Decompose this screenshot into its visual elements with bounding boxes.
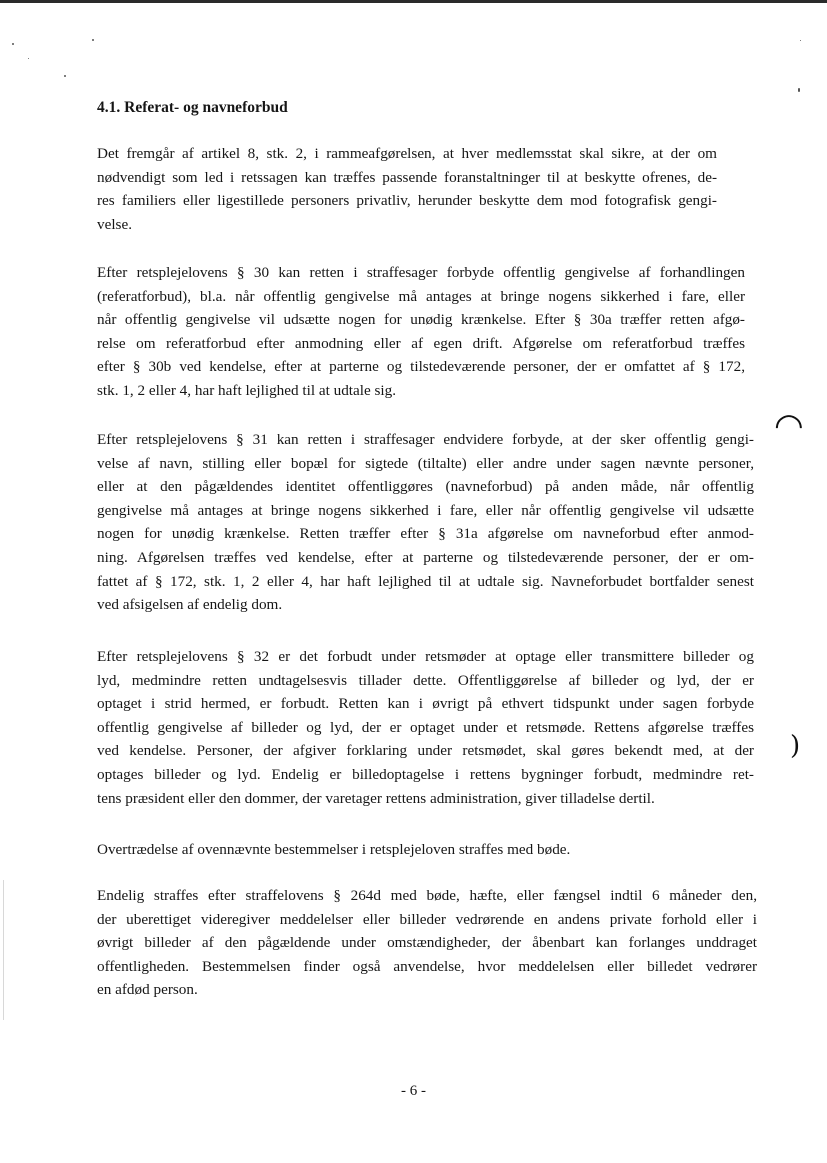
text-line: optaget i strid hermed, er forbudt. Retten kan i øvrigt på ethvert tidspunkt under sagen forbyde [97, 695, 754, 713]
text-line: gengivelse må antages at bringe nogens sikkerhed i fare, eller når offentlig gengivelse vil udsætte [97, 501, 754, 519]
text-line: (referatforbud), bl.a. når offentlig gengivelse må antages at bringe nogens sikkerhed i fare, eller [97, 287, 745, 305]
text-line: velse af navn, stilling eller bopæl for sigtede (tiltalte) eller andre under sagen nævnte personer, [97, 454, 754, 472]
text-line: Endelig straffes efter straffelovens § 264d med bøde, hæfte, eller fængsel indtil 6 måneder den, [97, 887, 757, 904]
text-line: lyd, medmindre retten undtagelsesvis tillader dette. Offentliggørelse af billeder og lyd, der er [97, 671, 754, 689]
text-line: offentlig gengivelse af billeder og lyd, der er optaget under et retsmøde. Rettens afgørelse træffes [97, 718, 754, 736]
text-line: nogen for unødig krænkelse. Retten træffer efter § 31a afgørelse om navneforbud efter anmod- [97, 525, 754, 543]
text-line: tens præsident eller den dommer, der varetager rettens administration, giver tilladelse dertil. [97, 789, 655, 807]
text-line: optages billeder og lyd. Endelig er billedoptagelse i rettens bygninger forbudt, medmindre ret- [97, 765, 754, 783]
scan-speck [64, 75, 66, 77]
text-line: stk. 1, 2 eller 4, har haft lejlighed til at udtale sig. [97, 381, 397, 399]
text-line: en afdød person. [97, 981, 198, 999]
scan-speck [28, 58, 29, 59]
paragraph-straffelov-264d [97, 884, 757, 1002]
text-line: efter § 30b ved kendelse, efter at parterne og tilstedeværende personer, der er omfattet af § 172, [97, 358, 745, 376]
text-line: offentligheden. Bestemmelsen finder også anvendelse, hvor meddelelsen eller billedet vedrører [97, 957, 757, 975]
text-line: Efter retsplejelovens § 31 kan retten i straffesager endvidere forbyde, at der sker offentlig gengi- [97, 431, 754, 448]
text-line: eller at den pågældendes identitet offentliggøres (navneforbud) på anden måde, når offentlig [97, 478, 754, 496]
page-number: - 6 - [401, 1083, 426, 1099]
text-line: Efter retsplejelovens § 30 kan retten i straffesager forbyde offentlig gengivelse af forhandlingen [97, 264, 745, 281]
text-line: Det fremgår af artikel 8, stk. 2, i rammeafgørelsen, at hver medlemsstat skal sikre, at der om [97, 145, 717, 162]
scan-speck [92, 39, 94, 41]
scan-speck [798, 88, 800, 92]
text-line: ved kendelse. Personer, der afgiver forklaring under retsmødet, skal gøres bekendt med, at der [97, 742, 754, 760]
paragraph-retsplejelov-31 [97, 428, 754, 617]
paragraph-retsplejelov-30 [97, 261, 745, 403]
text-line: relse om referatforbud efter anmodning eller af egen drift. Afgørelse om referatforbud træffes [97, 334, 745, 352]
paragraph-retsplejelov-32 [97, 645, 754, 810]
scan-margin-line [3, 880, 4, 1020]
scan-speck [12, 43, 14, 45]
text-line: nødvendigt som led i retssagen kan træffes passende foranstaltninger til at beskytte ofrenes, de- [97, 168, 717, 186]
text-line: ning. Afgørelsen træffes ved kendelse, efter at parterne og tilstedeværende personer, der er om- [97, 548, 754, 566]
paragraph-penalty [97, 838, 754, 862]
punch-hole-mark: ) [790, 731, 801, 761]
text-line: velse. [97, 215, 133, 233]
scan-speck [800, 40, 801, 41]
text-line: res familiers eller ligestillede personers privatliv, herunder beskytte dem mod fotografisk gengi- [97, 192, 717, 210]
text-line: der uberettiget videregiver meddelelser eller billeder vedrørende en andens private forhold eller i [97, 910, 757, 928]
text-line: ved afsigelsen af endelig dom. [97, 596, 283, 614]
section-heading: 4.1. Referat- og navneforbud [97, 99, 288, 116]
top-scan-edge [0, 0, 827, 3]
text-line: Efter retsplejelovens § 32 er det forbudt under retsmøder at optage eller transmittere billeder og [97, 648, 754, 665]
punch-hole-mark: ◠ [774, 406, 804, 446]
paragraph-article-8 [97, 142, 717, 236]
text-line: øvrigt billeder af den pågældende under omstændigheder, der åbenbart kan forlanges unddraget [97, 934, 757, 952]
text-line: Overtrædelse af ovennævnte bestemmelser i retsplejeloven straffes med bøde. [97, 841, 571, 858]
text-line: fattet af § 172, stk. 1, 2 eller 4, har haft lejlighed til at udtale sig. Navneforbudet bortfalder senest [97, 572, 754, 590]
text-line: når offentlig gengivelse vil udsætte nogen for unødig krænkelse. Efter § 30a træffer retten afgø- [97, 311, 745, 329]
